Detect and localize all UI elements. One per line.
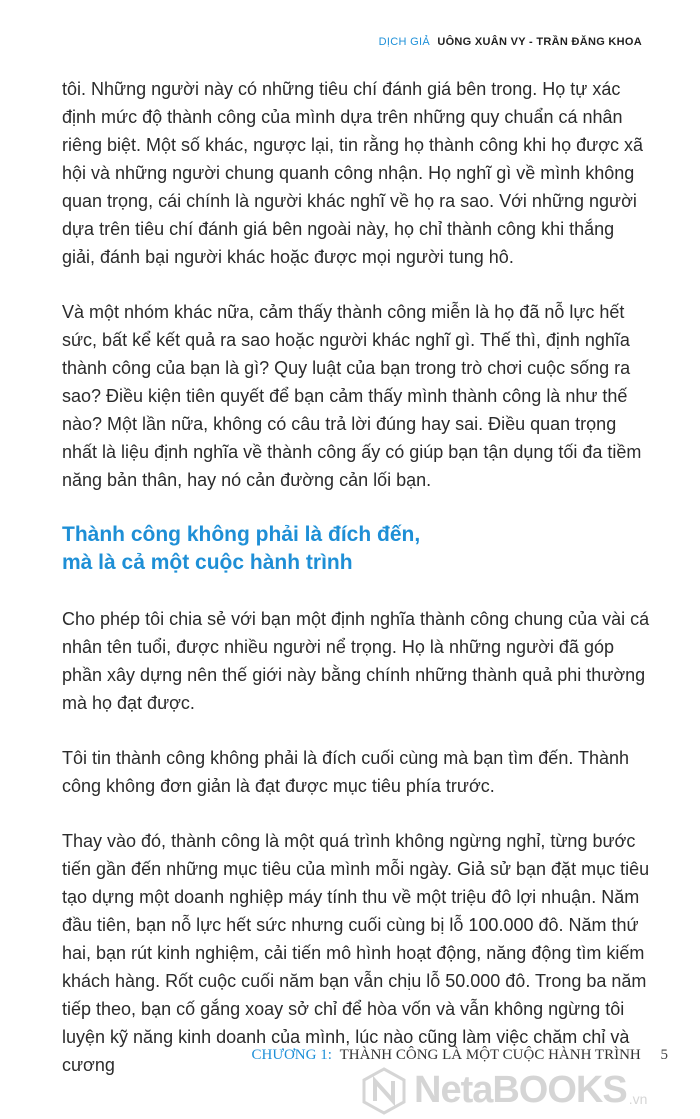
body-paragraph: Và một nhóm khác nữa, cảm thấy thành công miễn là họ đã nỗ lực hết sức, bất kể kết quả ra sao hoặc người khác nghĩ gì. Thế thì, định nghĩa thành công của bạn là gì? Quy luật của bạn trong trò chơi cuộc sống ra sao? Điều kiện tiên quyết để bạn cảm thấy mình thành công là như thế nào? Một lần nữa, không có câu trả lời đúng hay sai. Điều quan trọng nhất là liệu định nghĩa về thành công ấy có giúp bạn tận dụng tối đa tiềm năng bản thân, hay nó cản đường cản lối bạn. (62, 302, 642, 490)
translator-label: DỊCH GIẢ (378, 36, 430, 48)
section-heading (62, 521, 652, 577)
body-paragraph: tôi. Những người này có những tiêu chí đánh giá bên trong. Họ tự xác định mức độ thành công của mình dựa trên những quy chuẩn cá nhân riêng biệt. Một số khác, ngược lại, tin rằng họ thành công khi họ được xã hội và những người chung quanh công nhận. Họ nghĩ gì về mình không quan trọng, cái chính là người khác nghĩ về họ ra sao. Với những người dựa trên tiêu chí đánh giá bên ngoài này, họ chỉ thành công khi thắng giải, đánh bại người khác hoặc được mọi người tung hô. (62, 79, 644, 267)
page-number: 5 (660, 1047, 668, 1063)
section-heading-line-1: Thành công không phải là đích đến, (62, 523, 421, 546)
running-header (379, 36, 642, 48)
watermark (360, 1062, 700, 1119)
page-body (62, 75, 652, 1106)
body-paragraph: Thay vào đó, thành công là một quá trình không ngừng nghỉ, từng bước tiến gần đến những mục tiêu của mình mỗi ngày. Giả sử bạn đặt mục tiêu tạo dựng một doanh nghiệp máy tính thu về một triệu đô lợi nhuận. Năm đầu tiên, bạn nỗ lực hết sức nhưng cuối cùng bị lỗ 100.000 đô. Năm thứ hai, bạn rút kinh nghiệm, cải tiến mô hình hoạt động, năng động tìm kiếm khách hàng. Rốt cuộc cuối năm bạn vẫn chịu lỗ 50.000 đô. Trong ba năm tiếp theo, bạn cố gắng xoay sở chỉ để hòa vốn và vẫn không ngừng tôi luyện kỹ năng kinh doanh của mình, lúc nào cũng làm việc chăm chỉ và cương (62, 831, 650, 1075)
body-paragraph: Cho phép tôi chia sẻ với bạn một định nghĩa thành công chung của vài cá nhân tên tuổi, được nhiều người nể trọng. Họ là những người đã góp phần xây dựng nên thế giới này bằng chính những thành quả phi thường mà họ đạt được. (62, 609, 650, 713)
watermark-tld: .vn (628, 1091, 648, 1107)
body-paragraph: Tôi tin thành công không phải là đích cuối cùng mà bạn tìm đến. Thành công không đơn giản là đạt được mục tiêu phía trước. (62, 748, 630, 796)
netabooks-logo-icon (360, 1067, 408, 1115)
chapter-title: THÀNH CÔNG LÀ MỘT CUỘC HÀNH TRÌNH (339, 1047, 641, 1063)
watermark-brand: NetaBOOKS (414, 1069, 627, 1111)
translator-names: UÔNG XUÂN VY - TRẦN ĐĂNG KHOA (437, 36, 642, 48)
section-heading-line-2: mà là cả một cuộc hành trình (62, 551, 353, 574)
chapter-label: CHƯƠNG 1: (251, 1047, 332, 1063)
